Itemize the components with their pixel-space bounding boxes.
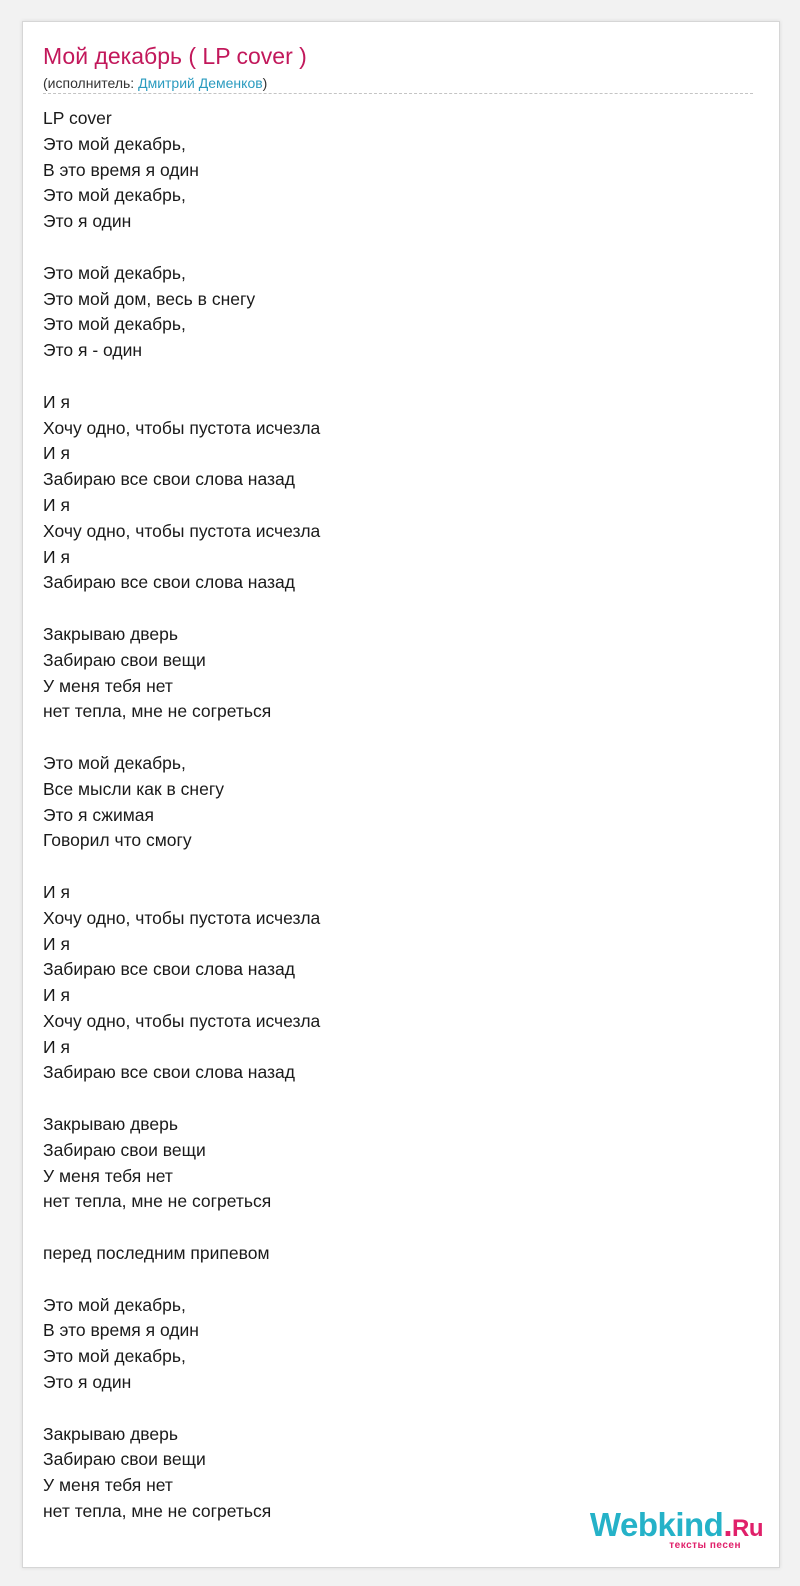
stanza-gap [43, 1267, 320, 1293]
lyric-line: Это я один [43, 1372, 132, 1393]
lyric-line: нет тепла, мне не согреться [43, 1191, 272, 1212]
lyric-line: Закрываю дверь [43, 1423, 178, 1444]
lyric-line: Это мой декабрь, [43, 262, 186, 283]
stanza-gap [43, 725, 320, 751]
stanza-gap [43, 1215, 320, 1241]
lyric-line: Забираю все свои слова назад [43, 572, 295, 593]
lyric-line: Хочу одно, чтобы пустота исчезла [43, 520, 321, 541]
lyric-line: Это мой декабрь, [43, 1346, 186, 1367]
lyric-line: перед последним припевом [43, 1243, 270, 1264]
lyric-line: Закрываю дверь [43, 623, 178, 644]
lyric-line: В это время я один [43, 159, 199, 180]
title-divider [43, 93, 753, 94]
lyric-line: Это мой декабрь, [43, 185, 186, 206]
lyric-line: Забираю свои вещи [43, 649, 206, 670]
lyrics-body [43, 106, 320, 1525]
lyric-line: Хочу одно, чтобы пустота исчезла [43, 417, 321, 438]
stanza-gap [43, 1086, 320, 1112]
song-title: Мой декабрь ( LP cover ) [43, 43, 307, 69]
lyric-line: Хочу одно, чтобы пустота исчезла [43, 1010, 321, 1031]
lyric-line: Это мой декабрь, [43, 752, 186, 773]
lyric-line: Это мой декабрь, [43, 1294, 186, 1315]
lyric-line: И я [43, 1036, 70, 1057]
artist-prefix: (исполнитель: [43, 75, 139, 91]
lyric-line: Закрываю дверь [43, 1114, 178, 1135]
lyric-line: Хочу одно, чтобы пустота исчезла [43, 907, 321, 928]
stanza-gap [43, 596, 320, 622]
stanza-gap [43, 364, 320, 390]
lyric-line: И я [43, 443, 70, 464]
lyric-line: Это мой дом, весь в снегу [43, 288, 256, 309]
lyric-line: Говорил что смогу [43, 830, 192, 851]
lyric-line: У меня тебя нет [43, 1475, 173, 1496]
artist-suffix: ) [262, 75, 268, 91]
lyric-line: И я [43, 391, 70, 412]
lyric-line: нет тепла, мне не согреться [43, 701, 272, 722]
site-logo[interactable] [563, 1507, 763, 1553]
lyric-line: И я [43, 494, 70, 515]
lyric-line: LP cover [43, 108, 112, 128]
lyric-line: Все мысли как в снегу [43, 778, 224, 799]
lyric-line: Это мой декабрь, [43, 314, 186, 335]
logo-tld: Ru [732, 1515, 763, 1542]
lyric-line: Это я - один [43, 340, 143, 361]
lyric-line: Это мой декабрь, [43, 133, 186, 154]
lyric-line: И я [43, 933, 70, 954]
lyrics-page [22, 21, 780, 1568]
lyric-line: У меня тебя нет [43, 675, 173, 696]
lyric-line: Забираю свои вещи [43, 1449, 206, 1470]
lyric-line: Забираю все свои слова назад [43, 959, 295, 980]
lyric-line: В это время я один [43, 1320, 199, 1341]
lyric-line: Это я один [43, 211, 132, 232]
lyric-line: Забираю все свои слова назад [43, 469, 295, 490]
logo-tagline: тексты песен [669, 1540, 741, 1551]
stanza-gap [43, 1396, 320, 1422]
stanza-gap [43, 854, 320, 880]
lyric-line: И я [43, 546, 70, 567]
lyric-line: нет тепла, мне не согреться [43, 1501, 272, 1522]
logo-dot: . [723, 1506, 732, 1543]
lyric-line: И я [43, 985, 70, 1006]
stanza-gap [43, 235, 320, 261]
logo-main-text: Webkind [589, 1506, 724, 1543]
lyric-line: И я [43, 881, 70, 902]
lyric-line: Это я сжимая [43, 804, 154, 825]
lyric-line: У меня тебя нет [43, 1165, 173, 1186]
lyric-line: Забираю свои вещи [43, 1139, 206, 1160]
artist-line [43, 74, 267, 92]
artist-link[interactable]: Дмитрий Деменков [138, 75, 263, 91]
lyric-line: Забираю все свои слова назад [43, 1062, 295, 1083]
